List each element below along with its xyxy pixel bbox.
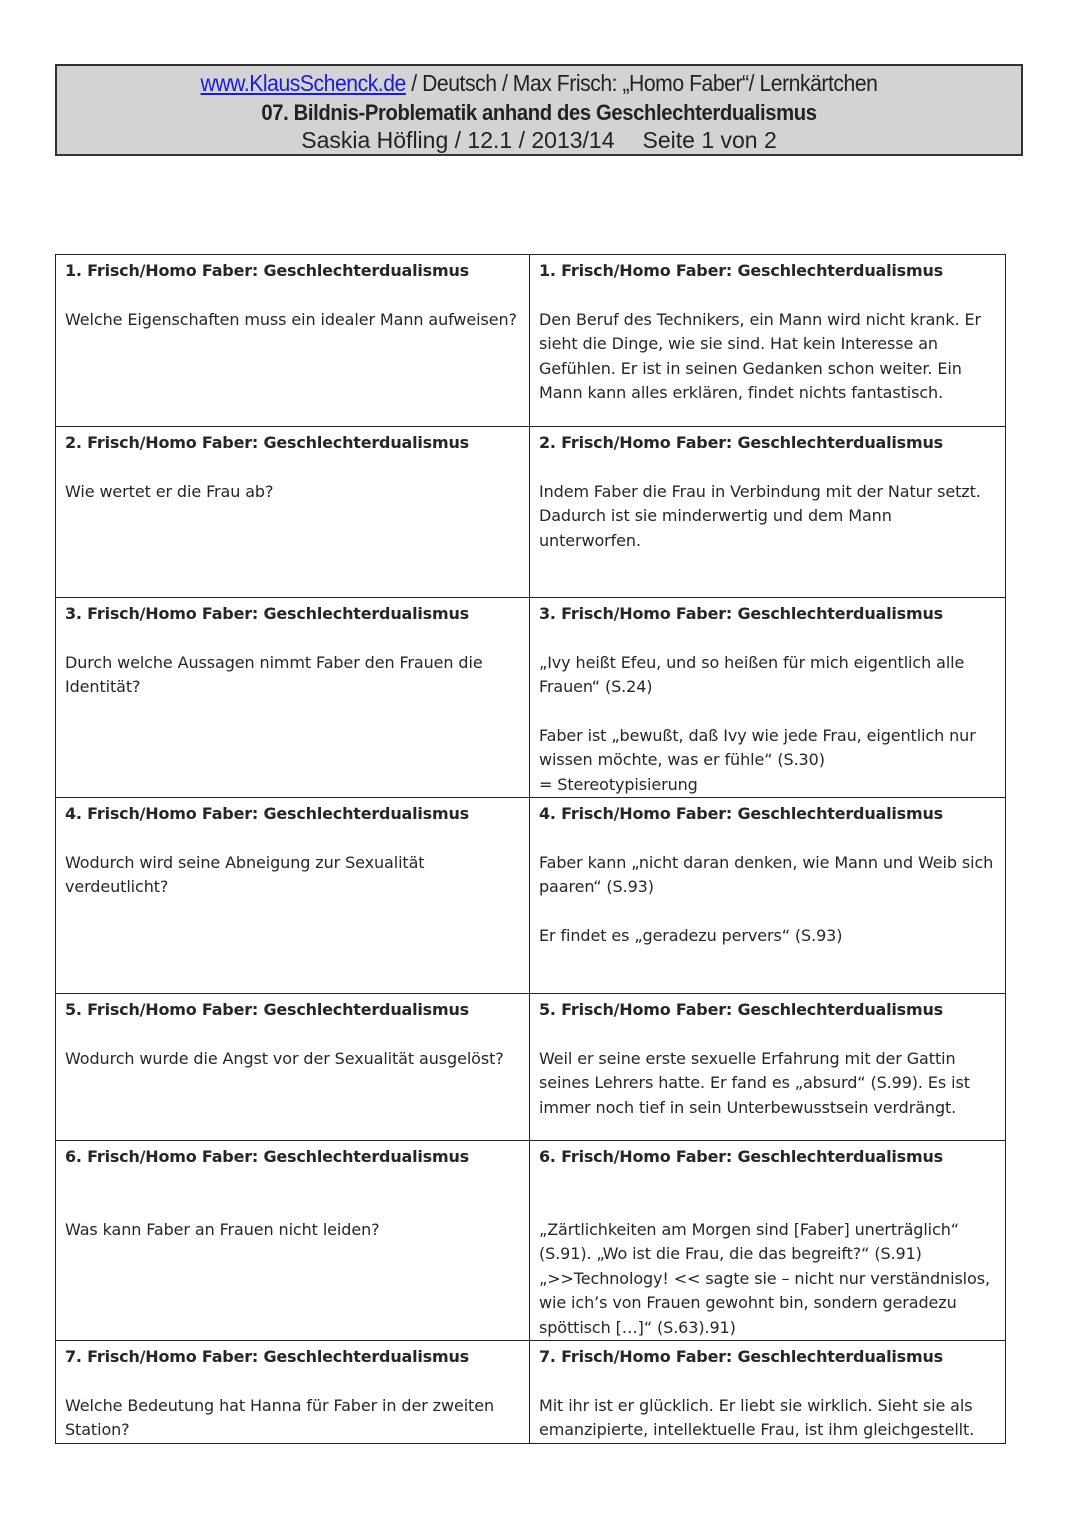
header-source-line [96, 70, 983, 97]
card-question: Welche Eigenschaften muss ein idealer Mann aufweisen? [65, 309, 517, 329]
card-answer: Indem Faber die Frau in Verbindung mit der Natur setzt. Dadurch ist sie minderwertig und dem Mann unterworfen. [539, 481, 981, 550]
card-answer-secondary: Faber ist „bewußt, daß Ivy wie jede Frau, eigentlich nur wissen möchte, was er fühle“ (S.30) [539, 725, 976, 769]
card-answer: Faber kann „nicht daran denken, wie Mann und Weib sich paaren“ (S.93) [539, 852, 994, 896]
question-card [56, 427, 530, 598]
card-answer: „Zärtlichkeiten am Morgen sind [Faber] unerträglich“ (S.91). „Wo ist die Frau, die das begreift?“ (S.91) „>>Technology! << sagte sie – nicht nur verständnislos, wie ich’s von Frauen gewohnt bin, sondern geradezu spöttisch […]“ (S.63).91) [539, 1219, 990, 1337]
answer-card [530, 1141, 1006, 1341]
card-answer: „Ivy heißt Efeu, und so heißen für mich eigentlich alle Frauen“ (S.24) [539, 652, 965, 696]
question-card [56, 598, 530, 798]
card-title: 6. Frisch/Homo Faber: Geschlechterdualismus [539, 1147, 943, 1166]
answer-card [530, 994, 1006, 1141]
table-row [56, 1141, 1006, 1341]
table-row [56, 255, 1006, 427]
header-author-line [57, 127, 1021, 154]
card-title: 3. Frisch/Homo Faber: Geschlechterdualismus [65, 604, 469, 623]
answer-card [530, 598, 1006, 798]
header-author-info: Saskia Höfling / 12.1 / 2013/14 [301, 127, 615, 153]
table-row [56, 798, 1006, 994]
card-question: Wodurch wird seine Abneigung zur Sexualität verdeutlicht? [65, 852, 425, 896]
card-question: Welche Bedeutung hat Hanna für Faber in der zweiten Station? [65, 1395, 495, 1439]
card-question: Was kann Faber an Frauen nicht leiden? [65, 1219, 380, 1239]
card-answer: Den Beruf des Technikers, ein Mann wird nicht krank. Er sieht die Dinge, wie sie sind. Hat kein Interesse an Gefühlen. Er ist in seinen Gedanken schon weiter. Ein Mann kann alles erklären, findet nichts fantastisch. [539, 309, 981, 402]
card-question: Durch welche Aussagen nimmt Faber den Frauen die Identität? [65, 652, 483, 696]
card-title: 3. Frisch/Homo Faber: Geschlechterdualismus [539, 604, 943, 623]
table-row [56, 427, 1006, 598]
flashcard-table [55, 254, 1006, 1444]
card-title: 1. Frisch/Homo Faber: Geschlechterdualismus [65, 261, 469, 280]
answer-card [530, 1341, 1006, 1444]
card-title: 5. Frisch/Homo Faber: Geschlechterdualismus [539, 1000, 943, 1019]
table-row [56, 994, 1006, 1141]
card-title: 6. Frisch/Homo Faber: Geschlechterdualismus [65, 1147, 469, 1166]
question-card [56, 1341, 530, 1444]
klausschenck-link[interactable]: www.KlausSchenck.de [200, 70, 406, 96]
card-title: 2. Frisch/Homo Faber: Geschlechterdualismus [65, 433, 469, 452]
document-header [55, 64, 1023, 156]
table-row [56, 1341, 1006, 1444]
card-title: 5. Frisch/Homo Faber: Geschlechterdualismus [65, 1000, 469, 1019]
answer-card [530, 255, 1006, 427]
question-card [56, 798, 530, 994]
header-page-number: Seite 1 von 2 [642, 127, 777, 153]
card-title: 7. Frisch/Homo Faber: Geschlechterdualismus [65, 1347, 469, 1366]
card-question: Wie wertet er die Frau ab? [65, 481, 274, 501]
card-title: 1. Frisch/Homo Faber: Geschlechterdualismus [539, 261, 943, 280]
question-card [56, 1141, 530, 1341]
header-path: / Deutsch / Max Frisch: „Homo Faber“/ Lernkärtchen [405, 70, 878, 96]
question-card [56, 255, 530, 427]
card-question: Wodurch wurde die Angst vor der Sexualität ausgelöst? [65, 1048, 504, 1068]
answer-card [530, 798, 1006, 994]
card-title: 4. Frisch/Homo Faber: Geschlechterdualismus [539, 804, 943, 823]
question-card [56, 994, 530, 1141]
answer-card [530, 427, 1006, 598]
card-answer-secondary: Er findet es „geradezu pervers“ (S.93) [539, 925, 843, 945]
card-answer-conclusion: = Stereotypisierung [539, 774, 698, 794]
card-title: 4. Frisch/Homo Faber: Geschlechterdualismus [65, 804, 469, 823]
table-row [56, 598, 1006, 798]
header-subtitle: 07. Bildnis-Problematik anhand des Geschlechterdualismus [261, 100, 817, 125]
card-answer: Mit ihr ist er glücklich. Er liebt sie wirklich. Sieht sie als emanzipierte, intellektuelle Frau, ist ihm gleichgestellt. [539, 1395, 975, 1439]
card-title: 2. Frisch/Homo Faber: Geschlechterdualismus [539, 433, 943, 452]
card-answer: Weil er seine erste sexuelle Erfahrung mit der Gattin seines Lehrers hatte. Er fand es „absurd“ (S.99). Es ist immer noch tief in sein Unterbewusstsein verdrängt. [539, 1048, 970, 1117]
card-title: 7. Frisch/Homo Faber: Geschlechterdualismus [539, 1347, 943, 1366]
